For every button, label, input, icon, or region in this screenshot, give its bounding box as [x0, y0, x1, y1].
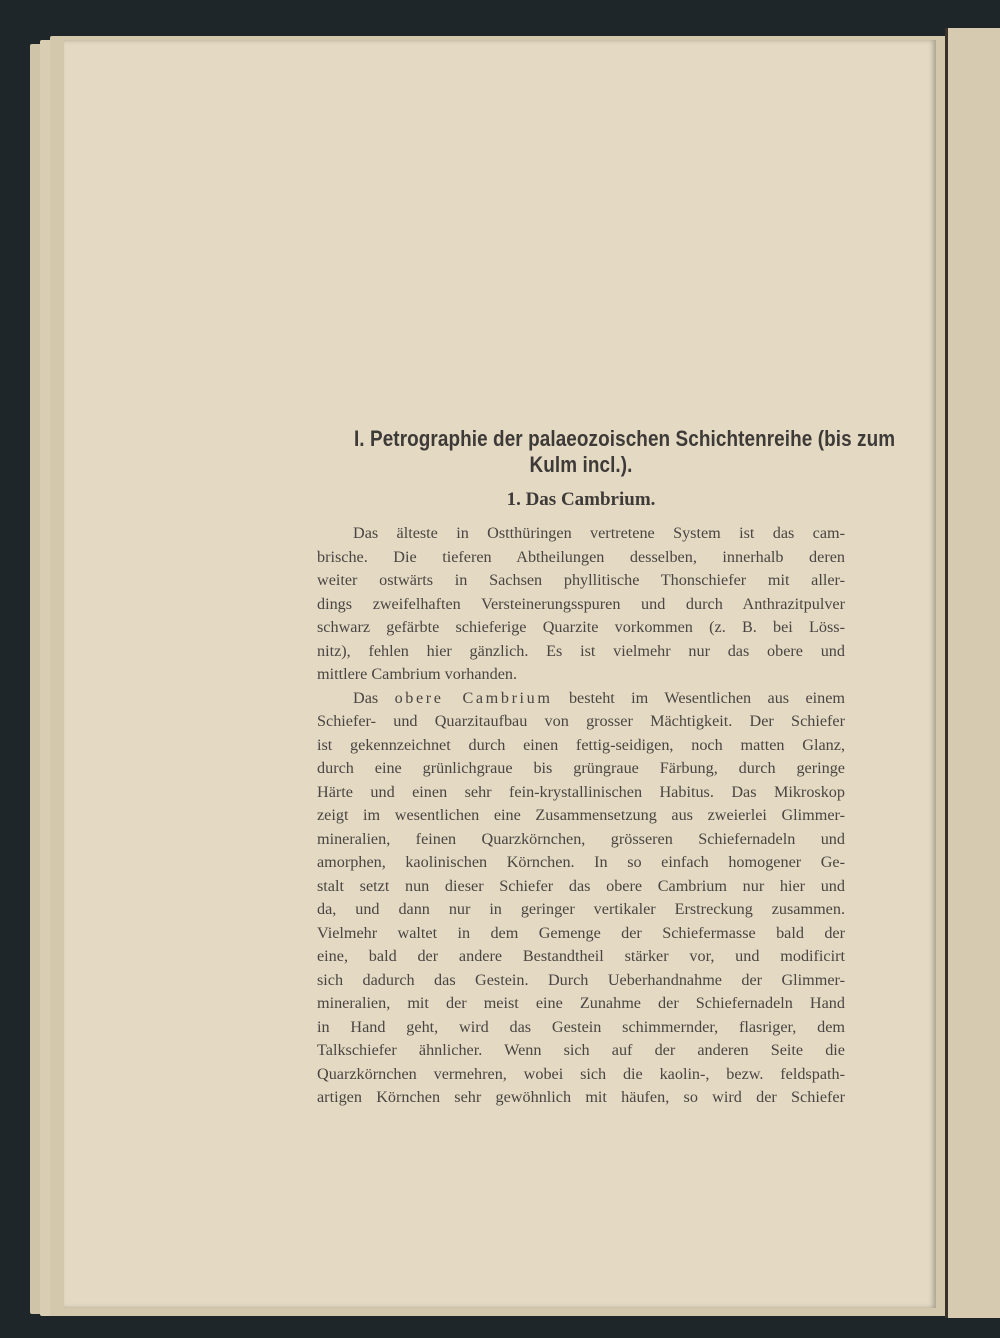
- chapter-title: [353, 426, 896, 478]
- paragraph-1: [317, 522, 845, 687]
- paragraph-2: [317, 687, 845, 1110]
- text-line: schwarz gefärbte schieferige Quarzite vorkommen (z. B. bei Löss-: [317, 618, 845, 636]
- text-line: Härte und einen sehr fein-krystallinischen Habitus. Das Mikroskop: [317, 782, 845, 801]
- text-line: brische. Die tieferen Abtheilungen desselben, innerhalb deren: [317, 547, 845, 566]
- text-line: in Hand geht, wird das Gestein schimmernder, flasriger, dem: [317, 1017, 845, 1036]
- text-line: Das älteste in Ostthüringen vertretene System ist das cam-: [353, 524, 845, 542]
- text-line: weiter ostwärts in Sachsen phyllitische Thonschiefer mit aller-: [317, 571, 845, 589]
- text-line: durch eine grünlichgraue bis grüngraue Färbung, durch geringe: [317, 759, 845, 777]
- text-line: Schiefer- und Quarzitaufbau von grosser Mächtigkeit. Der Schiefer: [317, 712, 845, 730]
- text-line: ist gekennzeichnet durch einen fettig-seidigen, noch matten Glanz,: [317, 735, 845, 754]
- text-line: eine, bald der andere Bestandtheil stärker vor, und modificirt: [317, 947, 845, 965]
- text-line: nitz), fehlen hier gänzlich. Es ist vielmehr nur das obere und: [317, 641, 845, 660]
- text-line: da, und dann nur in geringer vertikaler Erstreckung zusammen.: [317, 900, 845, 918]
- text-line: amorphen, kaolinischen Körnchen. In so einfach homogener Ge-: [317, 853, 845, 871]
- text-line: zeigt im wesentlichen eine Zusammensetzung aus zweierlei Glimmer-: [317, 806, 845, 824]
- section-title: 1. Das Cambrium.: [506, 489, 656, 510]
- chapter-title-line: Kulm incl.).: [529, 452, 633, 477]
- page-content: [317, 426, 896, 1110]
- chapter-title-line: I. Petrographie der palaeozoischen Schichtenreihe (bis zum: [353, 426, 896, 451]
- text-line: Vielmehr waltet in dem Gemenge der Schiefermasse bald der: [317, 923, 845, 942]
- text-line: dings zweifelhaften Versteinerungsspuren und durch Anthrazitpulver: [317, 594, 845, 613]
- text-line: mittlere Cambrium vorhanden.: [317, 665, 518, 683]
- text-run: Das: [353, 688, 379, 707]
- text-line: mineralien, mit der meist eine Zunahme der Schiefernadeln Hand: [317, 994, 845, 1012]
- book-page: [64, 40, 936, 1308]
- text-line: [317, 687, 845, 711]
- text-line: Talkschiefer ähnlicher. Wenn sich auf der anderen Seite die: [317, 1041, 845, 1059]
- text-line: sich dadurch das Gestein. Durch Ueberhandnahme der Glimmer-: [317, 970, 845, 989]
- text-line: stalt setzt nun dieser Schiefer das obere Cambrium nur hier und: [317, 876, 845, 895]
- text-run: besteht im Wesentlichen aus einem: [568, 688, 846, 707]
- text-line: Quarzkörnchen vermehren, wobei sich die kaolin-, bezw. feldspath-: [317, 1064, 845, 1083]
- text-line: mineralien, feinen Quarzkörnchen, grösseren Schiefernadeln und: [317, 829, 845, 848]
- text-line: artigen Körnchen sehr gewöhnlich mit häufen, so wird der Schiefer: [317, 1088, 845, 1106]
- spaced-emphasis: obere Cambrium: [394, 688, 553, 707]
- facing-page-edge: [945, 28, 1000, 1318]
